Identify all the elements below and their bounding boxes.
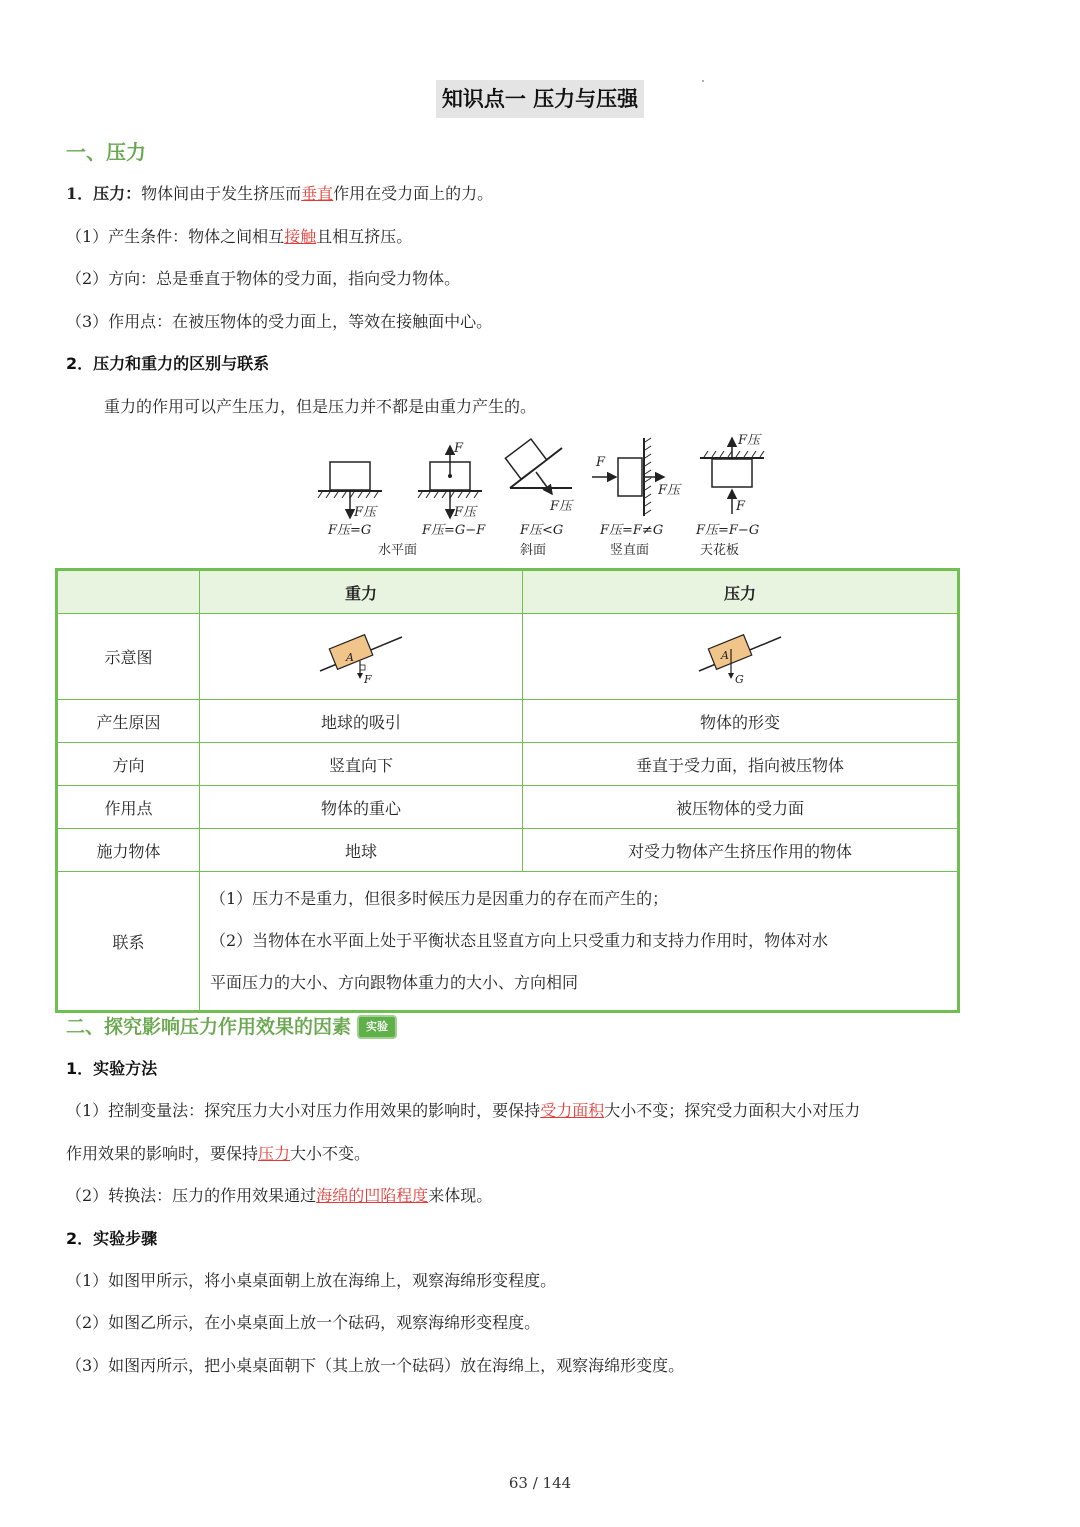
label-push-force: F (596, 455, 606, 470)
force-diagrams-figure (314, 432, 774, 562)
step-3: （3）如图丙所示，把小桌桌面朝下（其上放一个砝码）放在海绵上，观察海绵形变度。 (66, 1356, 685, 1375)
diagram-ceiling (695, 433, 764, 558)
table-row (57, 700, 959, 743)
table-row (57, 829, 959, 872)
pressure-cause: 物体的形变 (523, 700, 959, 743)
diagram-horizontal (318, 462, 417, 558)
method-2-line (66, 1183, 492, 1206)
method-1-tail: 大小不变；探究受力面积大小对压力 (604, 1101, 861, 1120)
section-heading-pressure: 一、压力 (66, 140, 146, 164)
pressure-incline-diagram (695, 625, 785, 685)
highlight-contact: 接触 (284, 227, 317, 246)
pressure-direction: 垂直于受力面，指向被压物体 (523, 743, 959, 786)
experiment-heading-text: 二、探究影响压力作用效果的因素 (66, 1016, 352, 1038)
pressure-source: 对受力物体产生挤压作用的物体 (523, 829, 959, 872)
subheading-difference: 2．压力和重力的区别与联系 (66, 354, 270, 373)
definition-tail: 作用在受力面上的力。 (333, 184, 494, 203)
diagram-label-f: F (364, 672, 372, 685)
definition-label: 1．压力： (66, 184, 142, 203)
label-lift-force: F (736, 499, 746, 514)
method-1b-text: 作用效果的影响时，要保持 (66, 1144, 259, 1163)
method-2-text: （2）转换法：压力的作用效果通过 (66, 1186, 317, 1205)
highlight-area: 受力面积 (540, 1101, 605, 1120)
label-upward-force: F (454, 441, 464, 456)
equation-5: F压=F−G (696, 523, 760, 538)
caption-ceiling: 天花板 (700, 543, 740, 558)
gravity-source: 地球 (200, 829, 523, 872)
row-label-cause: 产生原因 (57, 700, 200, 743)
header-empty (57, 570, 200, 614)
experiment-badge: 实验 (357, 1015, 397, 1039)
equation-4: F压=F≠G (600, 523, 664, 538)
table-row (57, 786, 959, 829)
row-label-action-point: 作用点 (57, 786, 200, 829)
gravity-incline-diagram (316, 625, 406, 685)
table-row-relation (57, 872, 959, 1012)
condition-text: （1）产生条件：物体之间相互 (66, 227, 285, 246)
caption-wall: 竖直面 (610, 543, 650, 558)
diagram-label-g: G (735, 672, 744, 685)
relation-line-2: （2）当物体在水平面上处于平衡状态且竖直方向上只受重力和支持力作用时，物体对水 (210, 931, 829, 950)
table-row-diagram (57, 614, 959, 700)
highlight-pressure: 压力 (258, 1144, 291, 1163)
diagram-horizontal-pull (418, 441, 486, 538)
gravity-direction: 竖直向下 (200, 743, 523, 786)
table-row (57, 743, 959, 786)
gravity-action-point: 物体的重心 (200, 786, 523, 829)
condition-line (66, 224, 412, 247)
label-force-2: F压 (454, 505, 477, 520)
action-point-line: （3）作用点：在被压物体的受力面上，等效在接触面中心。 (66, 312, 493, 331)
equation-2: F压=G−F (422, 523, 486, 538)
method-1-line-1 (66, 1098, 860, 1121)
caption-incline: 斜面 (520, 543, 547, 558)
label-force-5: F压 (738, 433, 761, 448)
label-force-3: F压 (550, 499, 573, 514)
decorative-dot (702, 80, 704, 82)
direction-line: （2）方向：总是垂直于物体的受力面，指向受力物体。 (66, 269, 461, 288)
caption-horizontal: 水平面 (378, 543, 418, 558)
page-number: 63 / 144 (508, 1474, 572, 1492)
step-2: （2）如图乙所示，在小桌桌面上放一个砝码，观察海绵形变程度。 (66, 1313, 541, 1332)
difference-text: 重力的作用可以产生压力，但是压力并不都是由重力产生的。 (104, 397, 537, 416)
label-force-1: F压 (354, 505, 377, 520)
header-gravity: 重力 (200, 570, 523, 614)
relation-line-1: （1）压力不是重力，但很多时候压力是因重力的存在而产生的； (210, 889, 669, 908)
row-label-diagram: 示意图 (57, 614, 200, 700)
definition-text: 物体间由于发生挤压而 (141, 184, 302, 203)
condition-tail: 且相互挤压。 (316, 227, 413, 246)
table-header-row (57, 570, 959, 614)
method-title: 1．实验方法 (66, 1059, 158, 1078)
label-force-4: F压 (658, 483, 681, 498)
row-label-relation: 联系 (57, 872, 200, 1012)
pressure-action-point: 被压物体的受力面 (523, 786, 959, 829)
pressure-diagram-cell (523, 614, 959, 700)
method-1-text: （1）控制变量法：探究压力大小对压力作用效果的影响时，要保持 (66, 1101, 541, 1120)
row-label-source: 施力物体 (57, 829, 200, 872)
relation-content (200, 872, 959, 1012)
equation-3: F压<G (520, 523, 564, 538)
relation-line-3: 平面压力的大小、方向跟物体重力的大小、方向相同 (210, 973, 579, 992)
header-pressure: 压力 (523, 570, 959, 614)
pressure-definition (66, 181, 493, 204)
step-1: （1）如图甲所示，将小桌桌面朝上放在海绵上，观察海绵形变程度。 (66, 1271, 557, 1290)
highlight-sponge: 海绵的凹陷程度 (316, 1186, 429, 1205)
equation-1: F压=G (328, 523, 372, 538)
section-heading-experiment (66, 1012, 397, 1039)
highlight-perpendicular: 垂直 (301, 184, 334, 203)
method-1-line-2 (66, 1141, 370, 1164)
diagram-incline (505, 439, 574, 558)
method-1b-tail: 大小不变。 (290, 1144, 371, 1163)
gravity-cause: 地球的吸引 (200, 700, 523, 743)
diagram-label-a-2: A (721, 648, 729, 662)
row-label-direction: 方向 (57, 743, 200, 786)
steps-title: 2．实验步骤 (66, 1229, 158, 1248)
method-2-tail: 来体现。 (428, 1186, 493, 1205)
page-title: 知识点一 压力与压强 (436, 80, 644, 118)
comparison-table (55, 568, 960, 1013)
diagram-label-a: A (346, 650, 354, 664)
gravity-diagram-cell (200, 614, 523, 700)
diagram-vertical-wall (592, 438, 682, 558)
